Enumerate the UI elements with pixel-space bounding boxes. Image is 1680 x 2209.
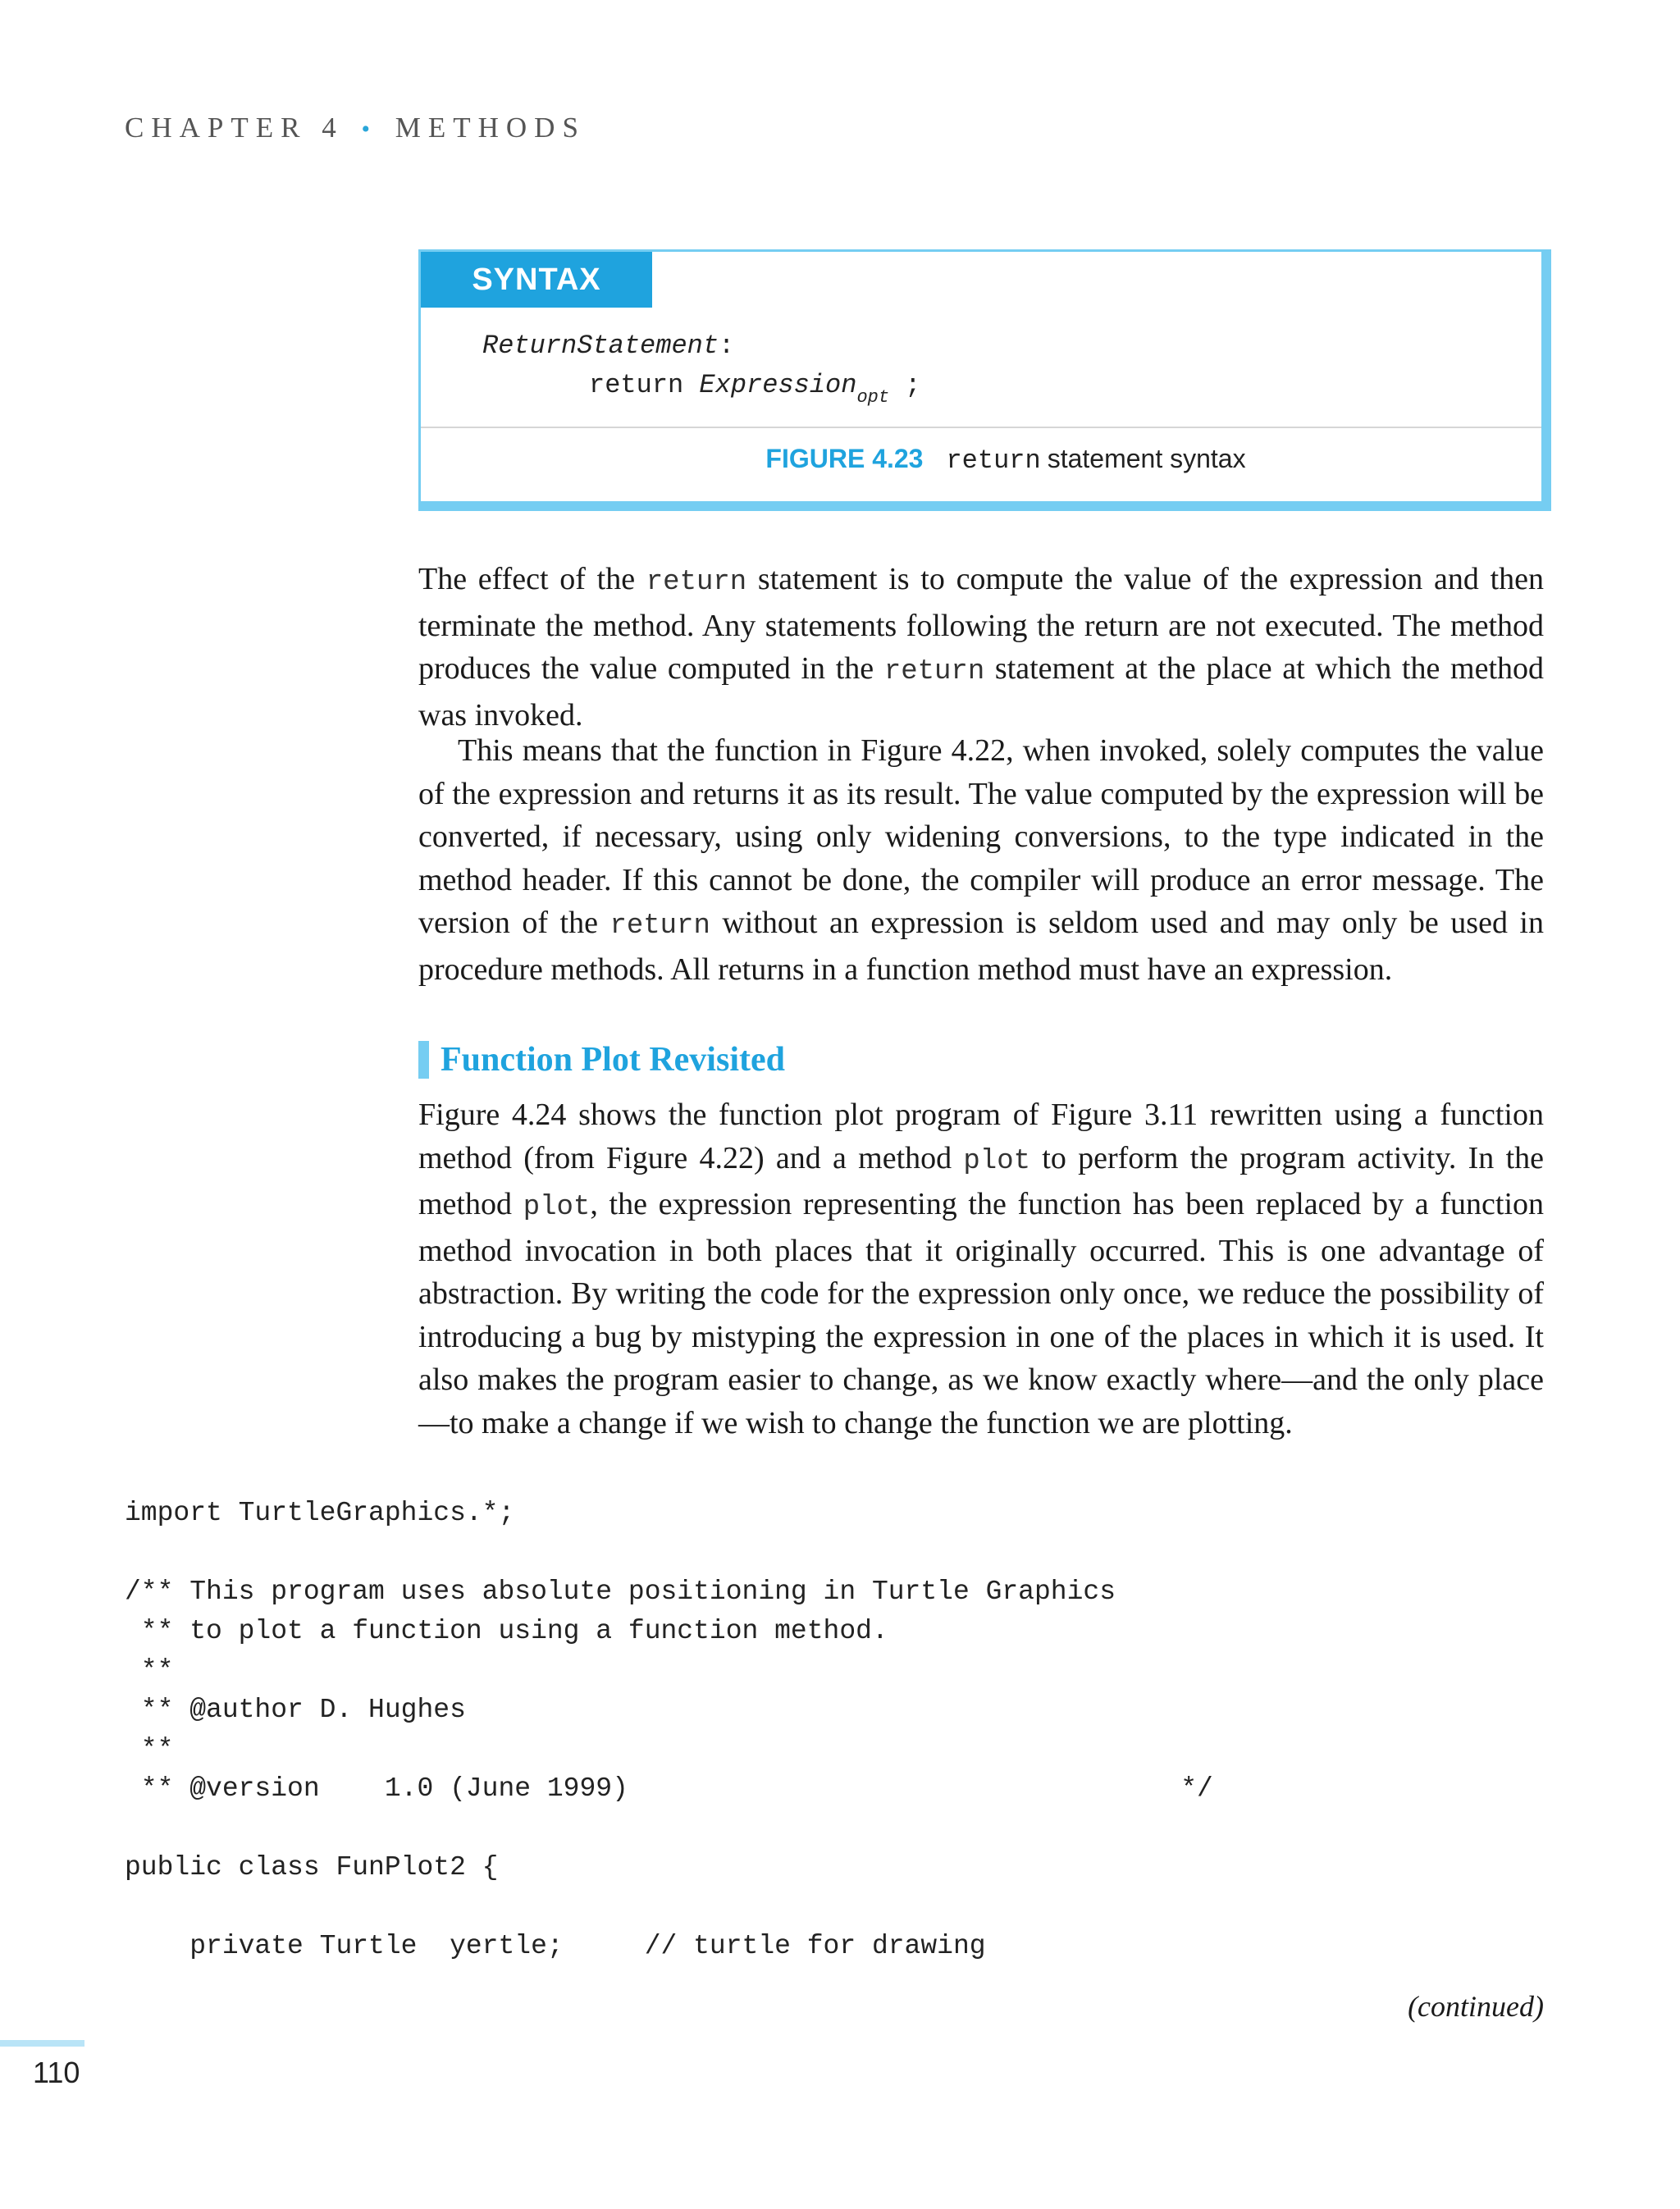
paragraph-text: statement at the place at which the method was invoked. — [418, 651, 1544, 733]
inline-code: plot — [963, 1145, 1031, 1177]
code-line: ** — [125, 1655, 174, 1686]
paragraph-text: statement is to compute the value of the expression and then terminate the method. Any statements following the return are not executed. The method produces the value computed in the — [418, 562, 1544, 686]
syntax-divider — [421, 427, 1541, 428]
folio-rule — [0, 2040, 84, 2047]
section-marker-bar — [418, 1041, 429, 1079]
code-line: ** @version 1.0 (June 1999) */ — [125, 1773, 1213, 1804]
figure-caption-code: return — [946, 445, 1041, 476]
syntax-box — [418, 249, 1551, 511]
paragraph-1 — [418, 558, 1544, 737]
figure-caption-text: statement syntax — [1047, 444, 1246, 473]
inline-code: return — [883, 656, 985, 687]
code-line: ** @author D. Hughes — [125, 1695, 466, 1725]
code-line: ** to plot a function using a function method. — [125, 1616, 888, 1646]
figure-caption — [421, 444, 1541, 476]
chapter-title: METHODS — [395, 112, 586, 144]
syntax-keyword: return — [589, 370, 684, 400]
page-number: 110 — [33, 2056, 80, 2089]
paragraph-text: without an expression is seldom used and may only be used in procedure methods. All returns in a function method must have an expression. — [418, 906, 1544, 987]
bullet-separator: • — [361, 116, 377, 143]
syntax-nonterminal-line — [482, 331, 734, 361]
inline-code: return — [609, 911, 710, 942]
syntax-production-line — [589, 370, 921, 408]
paragraph-text: to perform the program activity. In the method — [418, 1140, 1544, 1221]
paragraph-text: The effect of the — [418, 562, 646, 596]
code-line: /** This program uses absolute positioning in Turtle Graphics — [125, 1577, 1116, 1607]
code-line: private Turtle yertle; // turtle for drawing — [125, 1931, 986, 1961]
section-title: Function Plot Revisited — [441, 1041, 785, 1079]
code-line: public class FunPlot2 { — [125, 1852, 499, 1883]
syntax-nonterminal: ReturnStatement — [482, 331, 719, 361]
chapter-number: CHAPTER 4 — [125, 112, 344, 144]
paragraph-2 — [418, 729, 1544, 991]
code-line: import TurtleGraphics.*; — [125, 1498, 515, 1528]
syntax-expression: Expression — [699, 370, 857, 400]
running-head — [125, 112, 586, 144]
section-heading — [418, 1035, 785, 1084]
inline-code: return — [646, 567, 747, 598]
paragraph-text: This means that the function in Figure 4.22, when invoked, solely computes the value of the expression and returns it as its result. The value computed by the expression will be converted, if necessary, using only widening conversions, to the type indicated in the method header. If this cannot be done, the compiler will produce an error message. The version of the — [418, 733, 1544, 940]
syntax-tag: SYNTAX — [421, 252, 652, 308]
paragraph-text: , the expression representing the function has been replaced by a function method invocation in both places that it originally occurred. This is one advantage of abstraction. By writing the code for the expression only once, we reduce the possibility of introducing a bug by mistyping the expression in one of the places in which it is used. It also makes the program easier to change, as we know exactly where—and the only place—to make a change if we wish to change the function we are plotting. — [418, 1187, 1544, 1440]
paragraph-3 — [418, 1093, 1544, 1445]
syntax-subscript: opt — [856, 387, 890, 408]
syntax-terminator: ; — [905, 370, 921, 400]
code-line: ** — [125, 1734, 174, 1764]
figure-label: FIGURE 4.23 — [765, 444, 924, 473]
syntax-colon: : — [719, 331, 735, 361]
continued-note: (continued) — [1408, 1990, 1544, 2023]
inline-code: plot — [523, 1192, 591, 1223]
paragraph-text: Figure 4.24 shows the function plot program of Figure 3.11 rewritten using a function method (from Figure 4.22) and a method — [418, 1098, 1544, 1175]
